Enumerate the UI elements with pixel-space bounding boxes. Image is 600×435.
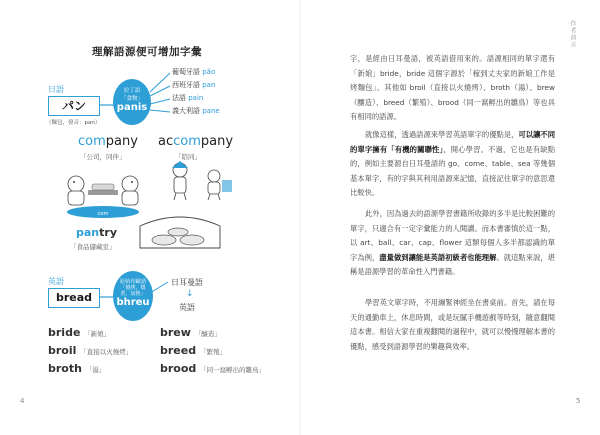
paragraph-2-highlight: 可以讓不同的單字擁有「有機的關聯性」 — [350, 130, 556, 154]
company-meaning: 「公司，同伴」 — [80, 153, 126, 161]
accompany-illustration — [162, 160, 242, 202]
paragraph-3-part-c: 。就這點來說，堪稱是語源學習的革命性入門書籍。 — [350, 252, 556, 277]
lang-word: pão — [202, 68, 216, 76]
word-text: brood — [160, 362, 197, 375]
company-prefix: com — [78, 134, 106, 149]
word-text: breed — [160, 344, 197, 357]
pie-root-label: 原始印歐語 — [119, 279, 147, 285]
lang-item-italian — [172, 106, 220, 116]
paragraph-4-text: 學習英文單字時，不用繃緊神經坐在書桌前。首先，請在每天的通勤車上，休息時間，或是玩膩手機遊戲等時刻，隨意翻閱這本書。相信大家在重複翻閱的過程中，就可以慢慢理解本書的優點，感受到語源學習的樂趣與效率。 — [350, 298, 555, 351]
paragraph-2-text — [350, 128, 555, 201]
word-meaning: 「同一窩孵出的雛鳥」 — [200, 366, 266, 374]
word-pantry — [76, 226, 117, 239]
word-broth — [48, 362, 105, 375]
chain-germanic: 日耳曼語 — [171, 278, 203, 287]
latin-root-word: panis — [116, 102, 148, 113]
word-meaning: 「新娘」 — [84, 330, 111, 338]
paragraph-1 — [350, 52, 555, 125]
page-number-right: 5 — [576, 397, 581, 405]
accompany-suffix: pany — [200, 134, 234, 149]
pie-root-meaning: 「燒烤，燉煮，加熱」 — [120, 285, 146, 297]
latin-root-label: 拉丁語 — [123, 88, 141, 94]
word-broil — [48, 344, 132, 357]
word-text: broil — [48, 344, 77, 357]
lang-item-french — [172, 93, 203, 103]
paragraph-3-text — [350, 207, 555, 280]
lang-name: 西班牙語 — [172, 81, 200, 89]
page-number-left: 4 — [20, 397, 25, 405]
pantry-meaning: 「食品儲藏室」 — [70, 243, 116, 251]
word-brood — [160, 362, 265, 375]
lang-name: 葡萄牙語 — [172, 68, 200, 76]
paragraph-2 — [350, 128, 555, 201]
japanese-word-box: パン — [48, 96, 100, 116]
accompany-root: com — [173, 134, 201, 149]
word-bride — [48, 326, 110, 339]
word-company — [78, 134, 138, 149]
lang-item-portuguese — [172, 67, 215, 77]
word-meaning: 「湯」 — [85, 366, 106, 374]
latin-root-meaning: 「食物」 — [120, 96, 143, 102]
com-label: com — [97, 211, 109, 217]
lang-name: 義大利語 — [172, 107, 200, 115]
chapter-side-tab: 作者前言 — [569, 20, 576, 48]
pie-root-oval — [113, 271, 153, 321]
paragraph-1-text: 字，是經由日耳曼語，被英語借用來的。語源相同的單字還有「新娘」bride，bride 這個字源於「稼到丈夫家的新娘工作是烤麵包」。其他如 broil（直接以火燒烤）、broth（湯）、brew（釀造）、breed（繁殖）、brood（同一窩孵出的雛鳥）等也具有相同的語源。 — [350, 54, 555, 122]
latin-root-oval — [113, 79, 151, 125]
word-breed — [160, 344, 226, 357]
word-meaning: 「直接以火燒烤」 — [80, 348, 133, 356]
paragraph-3-part-a: 此外，因為過去的語源學習書籍所收錄的多半是比較困難的單字，只適合有一定字彙能力的人閱讀。而本書審慎於這一點，以 art、ball、car、cap、flower 這類每個人多半都認識的單字為例， — [350, 209, 555, 262]
english-word-box: bread — [48, 288, 100, 308]
chain-english: 英語 — [179, 303, 195, 312]
word-meaning: 「繁殖」 — [199, 348, 226, 356]
word-text: brew — [160, 326, 191, 339]
word-accompany — [158, 134, 233, 149]
pantry-illustration — [134, 210, 226, 252]
paragraph-4 — [350, 296, 555, 354]
lang-label-english: 英語 — [48, 277, 64, 286]
lang-word: pan — [202, 81, 216, 89]
word-meaning: 「釀造」 — [194, 330, 221, 338]
company-suffix: pany — [105, 134, 138, 149]
accompany-meaning: 「陪同」 — [175, 153, 201, 161]
word-text: bride — [48, 326, 81, 339]
lang-label-japanese: 日語 — [48, 85, 64, 94]
word-brew — [160, 326, 221, 339]
paragraph-3-highlight: 盡量做到讓能是英語初級者也能理解 — [379, 252, 497, 262]
lang-word: pain — [188, 94, 204, 102]
japanese-reading: （麵包，發音：pan） — [46, 120, 101, 126]
page-title: 理解語源便可增加字彙 — [92, 46, 202, 58]
lang-item-spanish — [172, 80, 215, 90]
accompany-prefix: ac — [158, 134, 174, 149]
paragraph-3 — [350, 207, 555, 280]
word-text: broth — [48, 362, 82, 375]
pie-root-word: bhreu — [116, 297, 150, 308]
paragraph-2-part-c: ，開心學習。不過，它也是有缺點的，例如主要源自日耳曼語的 go、come、table、sea 等幾個基本單字，有的字與其利用語源來記憶，直接記住單字的意思還比較快。 — [350, 144, 555, 198]
pantry-prefix: pan — [76, 226, 100, 239]
pantry-suffix: try — [99, 226, 117, 239]
lang-name: 法語 — [172, 94, 186, 102]
chain-arrow: ↓ — [186, 289, 194, 299]
lang-word: pane — [202, 107, 220, 115]
paragraph-2-part-a: 就像這樣，透過語源來學習英語單字的優點是， — [365, 130, 519, 139]
